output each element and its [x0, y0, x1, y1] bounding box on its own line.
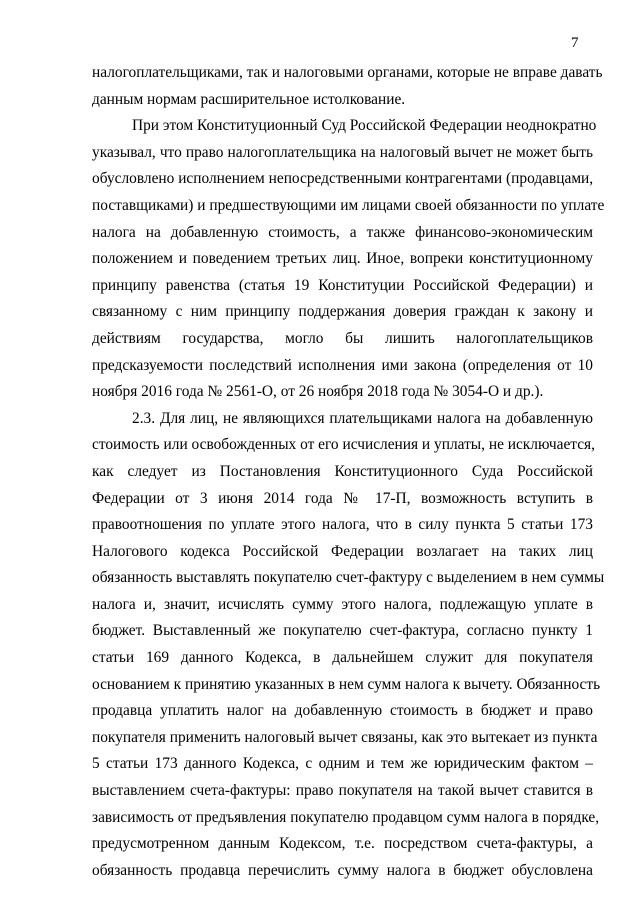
text-line: продавца уплатить налог на добавленную стоимость в бюджет и право: [92, 702, 593, 720]
document-body: [92, 60, 605, 884]
text-line: Налогового кодекса Российской Федерации возлагает на таких лиц: [92, 542, 593, 560]
text-line: налогоплательщиками, так и налоговыми органами, которые не вправе давать: [92, 64, 603, 81]
text-line: данным нормам расширительное истолкование.: [92, 90, 406, 108]
text-line: налога и, значит, исчислять сумму этого налога, подлежащую уплате в: [92, 595, 593, 613]
text-line: предсказуемости последствий исполнения ими закона (определения от 10: [92, 356, 593, 374]
text-line: 2.3. Для лиц, не являющихся плательщиками налога на добавленную: [132, 409, 593, 427]
text-line: обязанность продавца перечислить сумму налога в бюджет обусловлена: [92, 861, 593, 879]
text-line: стоимость или освобожденных от его исчисления и уплаты, не исключается,: [92, 436, 595, 454]
text-line: выставлением счета-фактуры: право покупателя на такой вычет ставится в: [92, 782, 593, 800]
paragraph-3: [92, 406, 605, 885]
text-line: обязанность выставлять покупателю счет-фактуру с выделением в нем суммы: [92, 569, 605, 587]
text-line: бюджет. Выставленный же покупателю счет-фактура, согласно пункту 1: [92, 622, 593, 640]
paragraph-1: [92, 60, 603, 113]
text-line: ноября 2016 года № 2561-О, от 26 ноября 2018 года № 3054-О и др.).: [92, 383, 544, 401]
paragraph-2: [92, 113, 605, 406]
text-line: предусмотренном данным Кодексом, т.е. посредством счета-фактуры, а: [92, 835, 593, 853]
text-line: статьи 169 данного Кодекса, в дальнейшем служит для покупателя: [92, 649, 593, 667]
text-line: указывал, что право налогоплательщика на налоговый вычет не может быть: [92, 143, 593, 161]
page-number: 7: [571, 35, 579, 51]
text-line: налога на добавленную стоимость, а также финансово-экономическим: [92, 223, 593, 241]
text-line: Федерации от 3 июня 2014 года № 17-П, возможность вступить в: [92, 489, 593, 507]
text-line: зависимость от предъявления покупателю продавцом сумм налога в порядке,: [92, 808, 600, 826]
text-line: правоотношения по уплате этого налога, что в силу пункта 5 статьи 173: [92, 516, 593, 534]
text-line: При этом Конституционный Суд Российской Федерации неоднократно: [132, 117, 597, 135]
text-line: как следует из Постановления Конституционного Суда Российской: [92, 462, 593, 480]
text-line: поставщиками) и предшествующими им лицами своей обязанности по уплате: [92, 196, 605, 214]
text-line: обусловлено исполнением непосредственными контрагентами (продавцами,: [92, 170, 594, 188]
text-line: покупателя применить налоговый вычет связаны, как это вытекает из пункта: [92, 728, 598, 746]
text-line: принципу равенства (статья 19 Конституции Российской Федерации) и: [92, 276, 593, 294]
text-line: действиям государства, могло бы лишить налогоплательщиков: [92, 329, 593, 347]
text-line: основанием к принятию указанных в нем сумм налога к вычету. Обязанность: [92, 675, 601, 693]
text-line: 5 статьи 173 данного Кодекса, с одним и тем же юридическим фактом –: [92, 755, 593, 773]
text-line: положением и поведением третьих лиц. Иное, вопреки конституционному: [92, 250, 593, 268]
text-line: связанному с ним принципу поддержания доверия граждан к закону и: [92, 303, 593, 321]
